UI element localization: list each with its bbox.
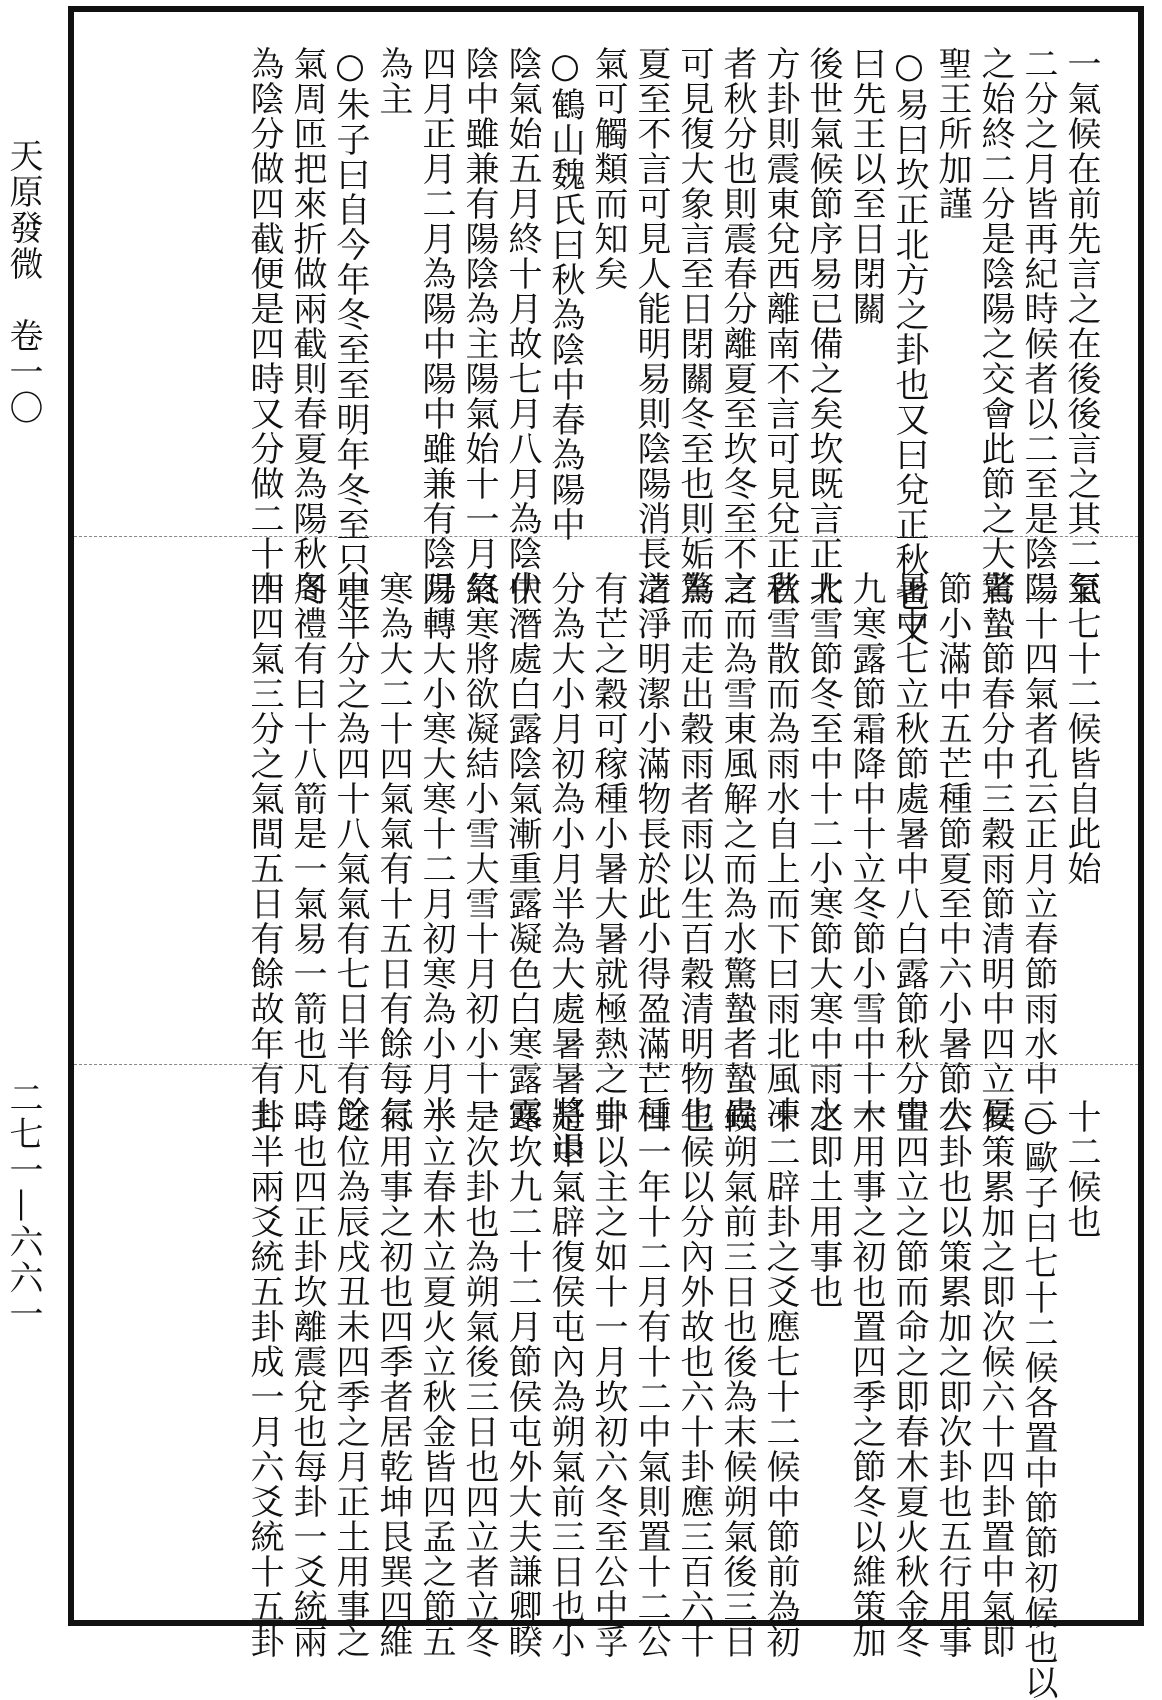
text-column: 驚蟄節春分中三穀雨節清明中四立夏 — [975, 571, 1015, 1131]
running-title: 天原發微 卷一〇 — [3, 138, 43, 426]
text-column: 曰先王以至日閉關 — [846, 46, 886, 326]
text-column: 有芒之穀可稼種小暑大暑就極熱之中 — [588, 571, 628, 1131]
text-column: 候策累加之即次候六十四卦置中氣即 — [975, 1099, 1015, 1659]
text-column: 周禮有曰十八箭是一氣易一箭也凡二 — [287, 571, 327, 1131]
text-column: 大雪節冬至中十二小寒節大寒中雨水 — [803, 571, 843, 1131]
text-column: 十二辟卦之爻應七十二候中節前為初 — [760, 1099, 800, 1659]
text-column: 是次卦也為朔氣後三日也四立者立冬 — [459, 1099, 499, 1659]
page-number: 二七一—六六一 — [3, 1080, 43, 1332]
text-column: 聖王所加謹 — [932, 46, 972, 221]
text-column: 木用事之初也置四季之節冬以維策加 — [846, 1099, 886, 1659]
text-column: 行用事之初也四季者居乾坤艮巽四維 — [373, 1099, 413, 1659]
text-column: 二十四氣者孔云正月立春節雨水中二 — [1018, 571, 1058, 1131]
text-column: 卦以主之如十一月坎初六冬至公中孚 — [588, 1099, 628, 1659]
text-column: 氣寒將欲凝結小雪大雪十月初小十一 — [459, 571, 499, 1131]
text-column: 一氣候在前先言之在後後言之其二至 — [1061, 46, 1101, 606]
text-column: 卦半兩爻統五卦成一月六爻統十五卦 — [244, 1099, 284, 1659]
text-column: 公卦也以策累加之即次卦也五行用事 — [932, 1099, 972, 1659]
text-column: 時也四正卦坎離震兌也每卦一爻統兩 — [287, 1099, 327, 1659]
text-column: 陰中雖兼有陽陰為主陽氣始十一月終 — [459, 46, 499, 606]
text-column: ○朱子曰自今年冬至至明年冬至只是一 — [330, 46, 370, 647]
text-column: 日一年十二月有十二中氣則置十二公 — [631, 1099, 671, 1659]
text-column: 二分之月皆再紀時候者以二至是陰陽 — [1018, 46, 1058, 606]
text-column: 方卦則震東兌西離南不言可見兌正秋 — [760, 46, 800, 606]
text-column: 者秋分也則震春分離夏至坎冬至不言 — [717, 46, 757, 606]
text-column: 節小滿中五芒種節夏至中六小暑節大 — [932, 571, 972, 1131]
text-panel-middle — [74, 536, 1138, 1166]
text-column: 之即土用事也 — [803, 1099, 843, 1309]
text-column: 候朔氣前三日也後為末候朔氣後三日 — [717, 1099, 757, 1659]
text-column: 之始終二分是陰陽之交會此節之大者 — [975, 46, 1015, 606]
text-column: 寒坎九二十二月節侯屯外大夫謙卿睽 — [502, 1099, 542, 1659]
text-columns — [242, 1099, 1102, 1700]
text-column: 是中氣辟復侯屯內為朔氣前三日也小 — [545, 1099, 585, 1659]
text-panel-bottom — [74, 1064, 1138, 1700]
text-column: 之位為辰戌丑未四季之月正土用事之 — [330, 1099, 370, 1659]
text-column: 月轉大小寒大寒十二月初寒為小月半 — [416, 571, 456, 1131]
text-column: 清淨明潔小滿物長於此小得盈滿芒種 — [631, 571, 671, 1131]
text-column: 十二候也 — [1061, 1099, 1101, 1239]
text-column: 中半分之為四十八氣氣有七日半有餘 — [330, 571, 370, 1131]
text-column: ○歐子曰七十二候各置中節節初候也以 — [1018, 1099, 1058, 1700]
page-frame — [68, 6, 1144, 1700]
text-column: 為陰分做四截便是四時又分做二十四 — [244, 46, 284, 606]
text-column: 水立春木立夏火立秋金皆四孟之節五 — [416, 1099, 456, 1659]
text-column: 為主 — [373, 46, 413, 116]
text-column: 陰氣始五月終十月故七月八月為陰中 — [502, 46, 542, 606]
text-column: 九寒露節霜降中十立冬節小雪中十一 — [846, 571, 886, 1131]
text-column: 十四氣三分之氣間五日有餘故年有七 — [244, 571, 284, 1131]
text-column: 氣七十二候皆自此始 — [1061, 571, 1101, 886]
text-column: 者雪散而為雨水自上而下曰雨北風凍 — [760, 571, 800, 1131]
text-column: 夏至不言可見人能明易則陰陽消長之 — [631, 46, 671, 606]
text-column: 氣可觸類而知矣 — [588, 46, 628, 291]
text-column: 之而為雪東風解之而為水驚蟄者蟄蟲 — [717, 571, 757, 1131]
text-column: 寒為大二十四氣氣有十五日有餘每氣 — [373, 571, 413, 1131]
text-column: 氣周匝把來折做兩截則春夏為陽秋冬 — [287, 46, 327, 606]
text-column: 暑中七立秋節處暑中八白露節秋分中 — [889, 571, 929, 1131]
text-column: 也候以分內外故也六十卦應三百六十 — [674, 1099, 714, 1659]
text-column: 後世氣候節序易已備之矣坎既言正北 — [803, 46, 843, 606]
text-column: ○鶴山魏氏曰秋為陰中春為陽中 — [545, 46, 585, 542]
text-column: 分為大小月初為小月半為大處暑暑將退 — [545, 571, 585, 1166]
text-column: 置四立之節而命之即春木夏火秋金冬 — [889, 1099, 929, 1659]
text-column: ○易曰坎正北方之卦也又曰兌正秋也又 — [889, 46, 929, 647]
text-column: 四月正月二月為陽中陽中雖兼有陰陽 — [416, 46, 456, 606]
text-panel-top — [74, 12, 1138, 647]
text-column: 驚而走出穀雨者雨以生百穀清明物生 — [674, 571, 714, 1131]
text-column: 伏潛處白露陰氣漸重露凝色白寒露露 — [502, 571, 542, 1131]
text-column: 可見復大象言至日閉關冬至也則姤為 — [674, 46, 714, 606]
